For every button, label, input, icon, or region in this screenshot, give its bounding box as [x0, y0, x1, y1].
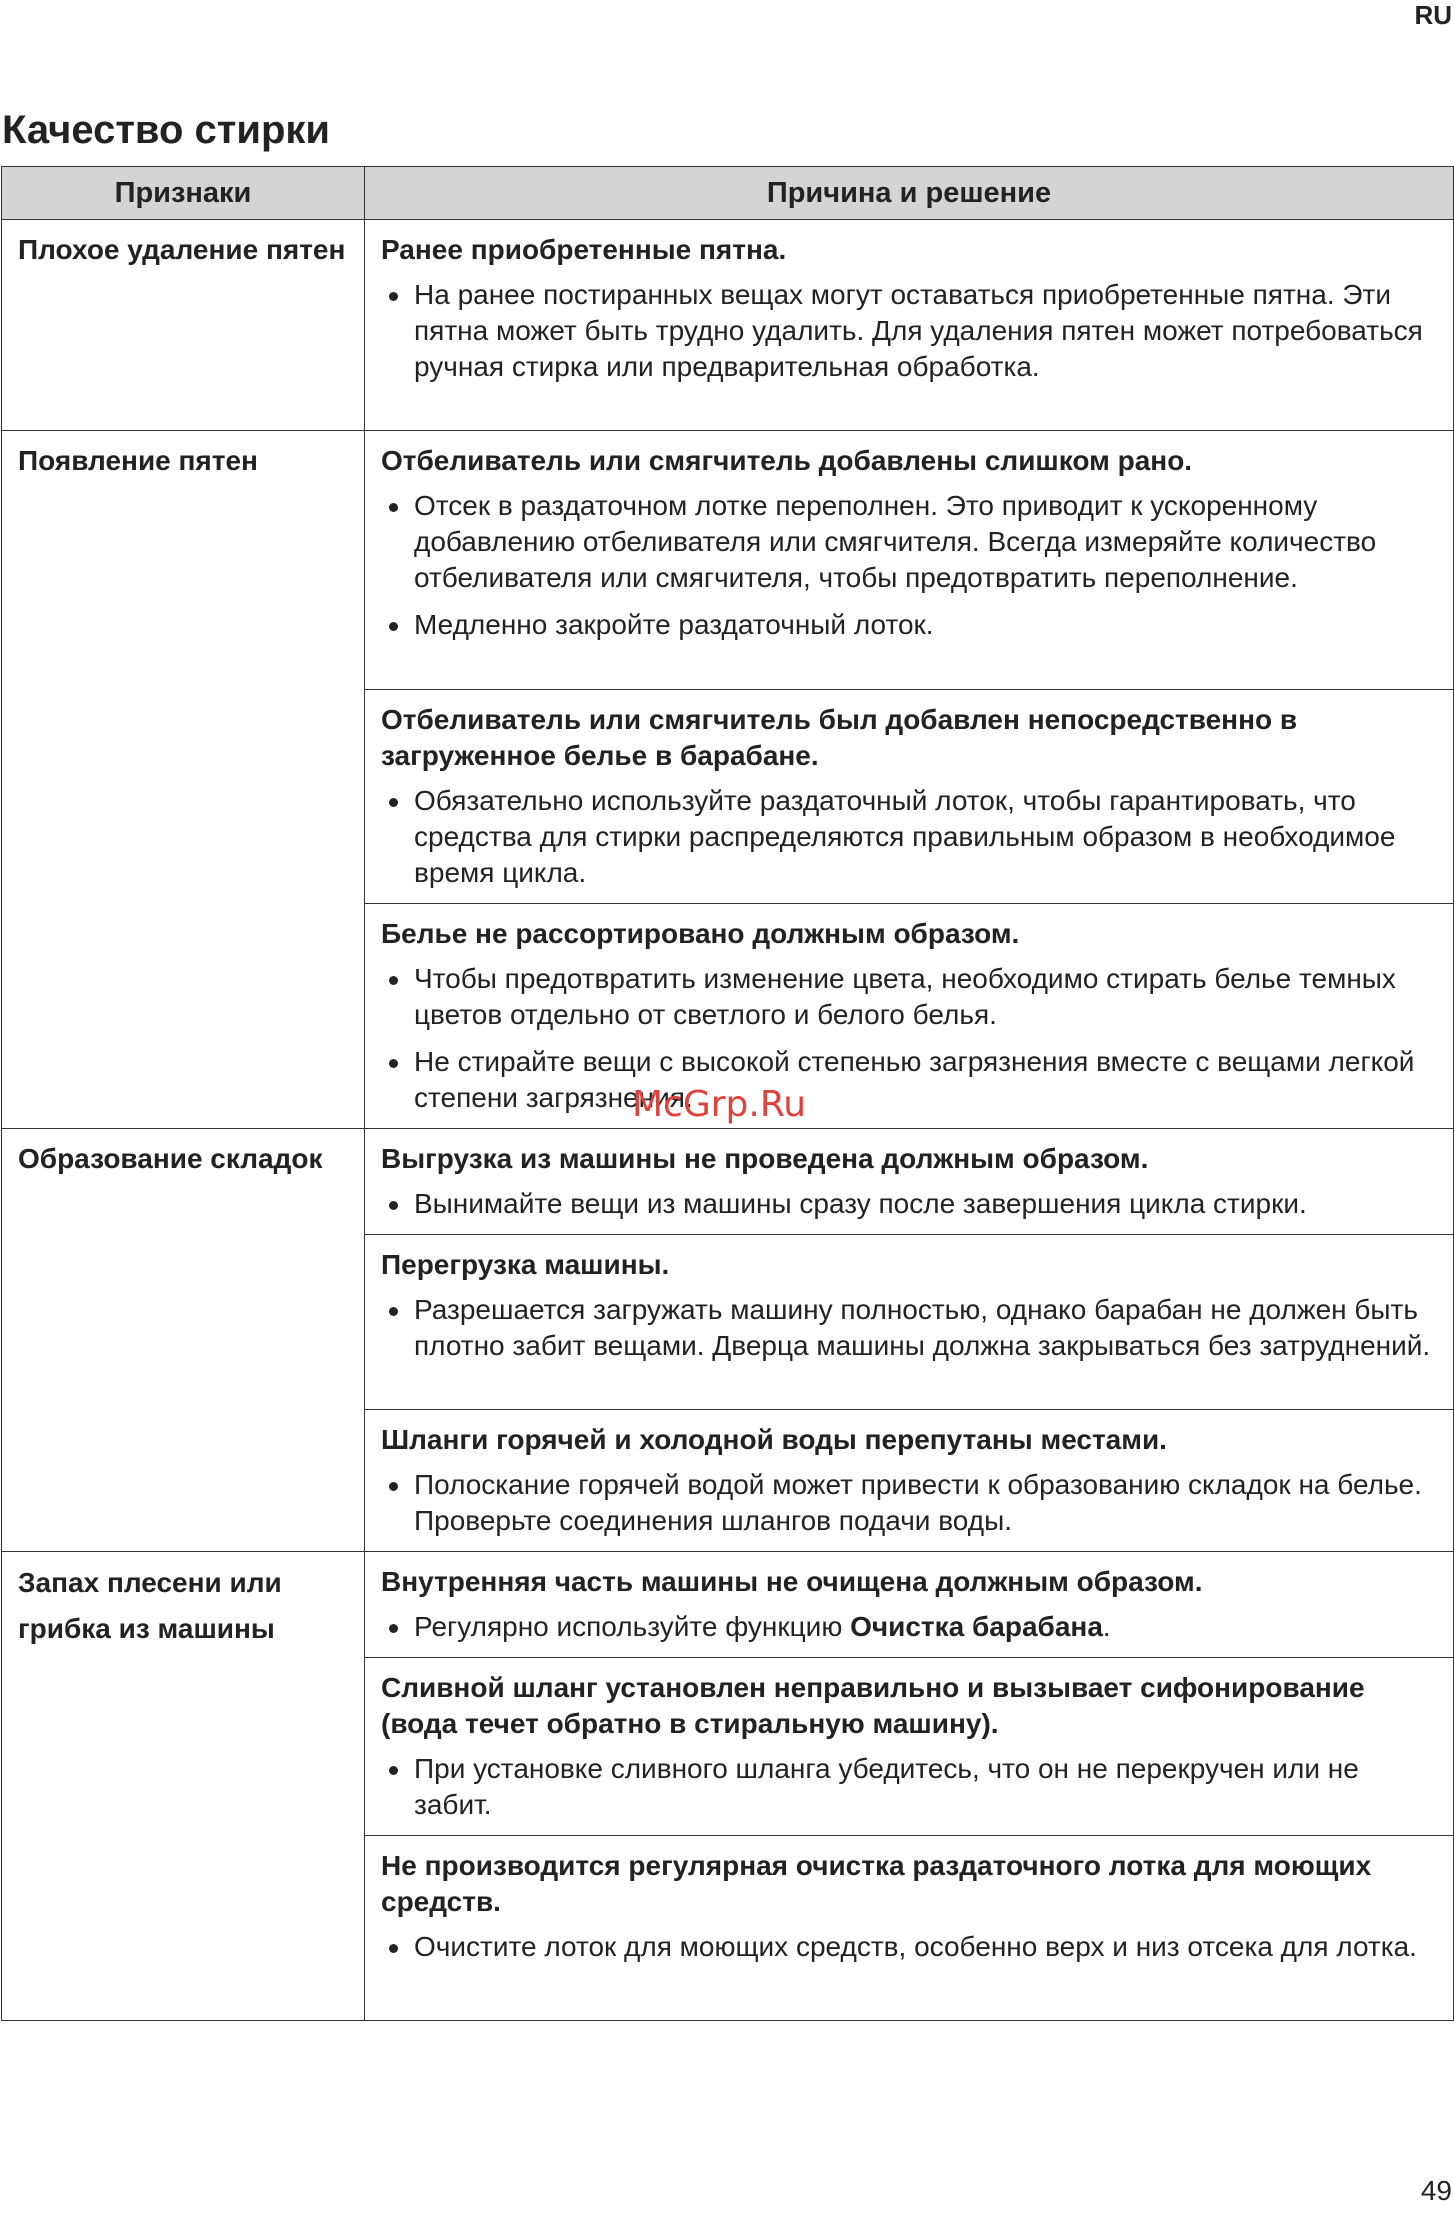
cause-cell [365, 1836, 1454, 2021]
cause-title: Шланги горячей и холодной воды перепутаны местами. [381, 1424, 1167, 1455]
bullet-icon [389, 292, 398, 301]
solution-item: При установке сливного шланга убедитесь, что он не перекручен или не забит. [381, 1751, 1437, 1823]
solution-list [381, 1292, 1437, 1364]
solution-list [381, 961, 1437, 1116]
page-number: 49 [1420, 2175, 1452, 2206]
cause-title: Ранее приобретенные пятна. [381, 234, 787, 265]
symptom-cell: Плохое удаление пятен [2, 220, 365, 431]
solution-item: Регулярно используйте функцию Очистка барабана. [381, 1609, 1437, 1645]
solution-item: Разрешается загружать машину полностью, однако барабан не должен быть плотно забит вещами. Дверца машины должна закрываться без затруднений. [381, 1292, 1437, 1364]
symptom-cell: Запах плесени или грибка из машины [2, 1552, 365, 2021]
cause-title: Перегрузка машины. [381, 1249, 670, 1280]
bullet-icon [389, 1482, 398, 1491]
bullet-icon [389, 1307, 398, 1316]
bullet-icon [389, 1624, 398, 1633]
solution-item: Отсек в раздаточном лотке переполнен. Это приводит к ускоренному добавлению отбеливателя или смягчителя. Всегда измеряйте количество отбеливателя или смягчителя, чтобы предотвратить переполнение. [381, 488, 1437, 596]
table-row [2, 1129, 1454, 1235]
table-row [2, 1552, 1454, 1658]
cause-title: Отбеливатель или смягчитель был добавлен непосредственно в загруженное белье в барабане. [381, 704, 1298, 771]
solution-item: Полоскание горячей водой может привести к образованию складок на белье. Проверьте соединения шлангов подачи воды. [381, 1467, 1437, 1539]
page-title: Качество стирки [2, 108, 331, 152]
solution-item: Обязательно используйте раздаточный лоток, чтобы гарантировать, что средства для стирки распределяются правильным образом в необходимое время цикла. [381, 783, 1437, 891]
table-row [2, 220, 1454, 431]
solution-list [381, 1186, 1437, 1222]
cause-title: Белье не рассортировано должным образом. [381, 918, 1020, 949]
cause-cell [365, 1129, 1454, 1235]
cause-title: Внутренняя часть машины не очищена должным образом. [381, 1566, 1203, 1597]
cause-title: Сливной шланг установлен неправильно и вызывает сифонирование (вода течет обратно в стиральную машину). [381, 1672, 1365, 1739]
bullet-icon [389, 976, 398, 985]
solution-item: Медленно закройте раздаточный лоток. [381, 607, 1437, 643]
cause-cell [365, 1235, 1454, 1410]
function-name: Очистка барабана [850, 1611, 1103, 1642]
column-header-symptoms: Признаки [2, 167, 365, 220]
bullet-icon [389, 503, 398, 512]
solution-list [381, 1929, 1437, 1965]
solution-item: Вынимайте вещи из машины сразу после завершения цикла стирки. [381, 1186, 1437, 1222]
solution-item: Не стирайте вещи с высокой степенью загрязнения вместе с вещами легкой степени загрязнения. [381, 1044, 1437, 1116]
solution-list [381, 277, 1437, 385]
cause-cell [365, 1658, 1454, 1836]
symptom-cell: Появление пятен [2, 431, 365, 1129]
cause-cell [365, 904, 1454, 1129]
symptom-cell: Образование складок [2, 1129, 365, 1552]
solution-item: На ранее постиранных вещах могут оставаться приобретенные пятна. Эти пятна может быть трудно удалить. Для удаления пятен может потребоваться ручная стирка или предварительная обработка. [381, 277, 1437, 385]
language-code: RU [1414, 0, 1452, 30]
table-row [2, 431, 1454, 690]
bullet-icon [389, 1201, 398, 1210]
solution-list [381, 783, 1437, 891]
column-header-cause-solution: Причина и решение [365, 167, 1454, 220]
cause-title: Отбеливатель или смягчитель добавлены слишком рано. [381, 445, 1193, 476]
cause-cell [365, 1552, 1454, 1658]
solution-list [381, 1467, 1437, 1539]
bullet-icon [389, 1944, 398, 1953]
bullet-icon [389, 1766, 398, 1775]
solution-item: Чтобы предотвратить изменение цвета, необходимо стирать белье темных цветов отдельно от светлого и белого белья. [381, 961, 1437, 1033]
table-header-row [2, 167, 1454, 220]
cause-cell [365, 1410, 1454, 1552]
cause-cell [365, 220, 1454, 431]
cause-title: Не производится регулярная очистка раздаточного лотка для моющих средств. [381, 1850, 1372, 1917]
cause-title: Выгрузка из машины не проведена должным образом. [381, 1143, 1149, 1174]
solution-list [381, 1609, 1437, 1645]
cause-cell [365, 431, 1454, 690]
cause-cell [365, 690, 1454, 904]
solution-list [381, 488, 1437, 643]
bullet-icon [389, 622, 398, 631]
bullet-icon [389, 798, 398, 807]
bullet-icon [389, 1059, 398, 1068]
solution-item: Очистите лоток для моющих средств, особенно верх и низ отсека для лотка. [381, 1929, 1437, 1965]
watermark: McGrp.Ru [632, 1084, 807, 1125]
solution-list [381, 1751, 1437, 1823]
